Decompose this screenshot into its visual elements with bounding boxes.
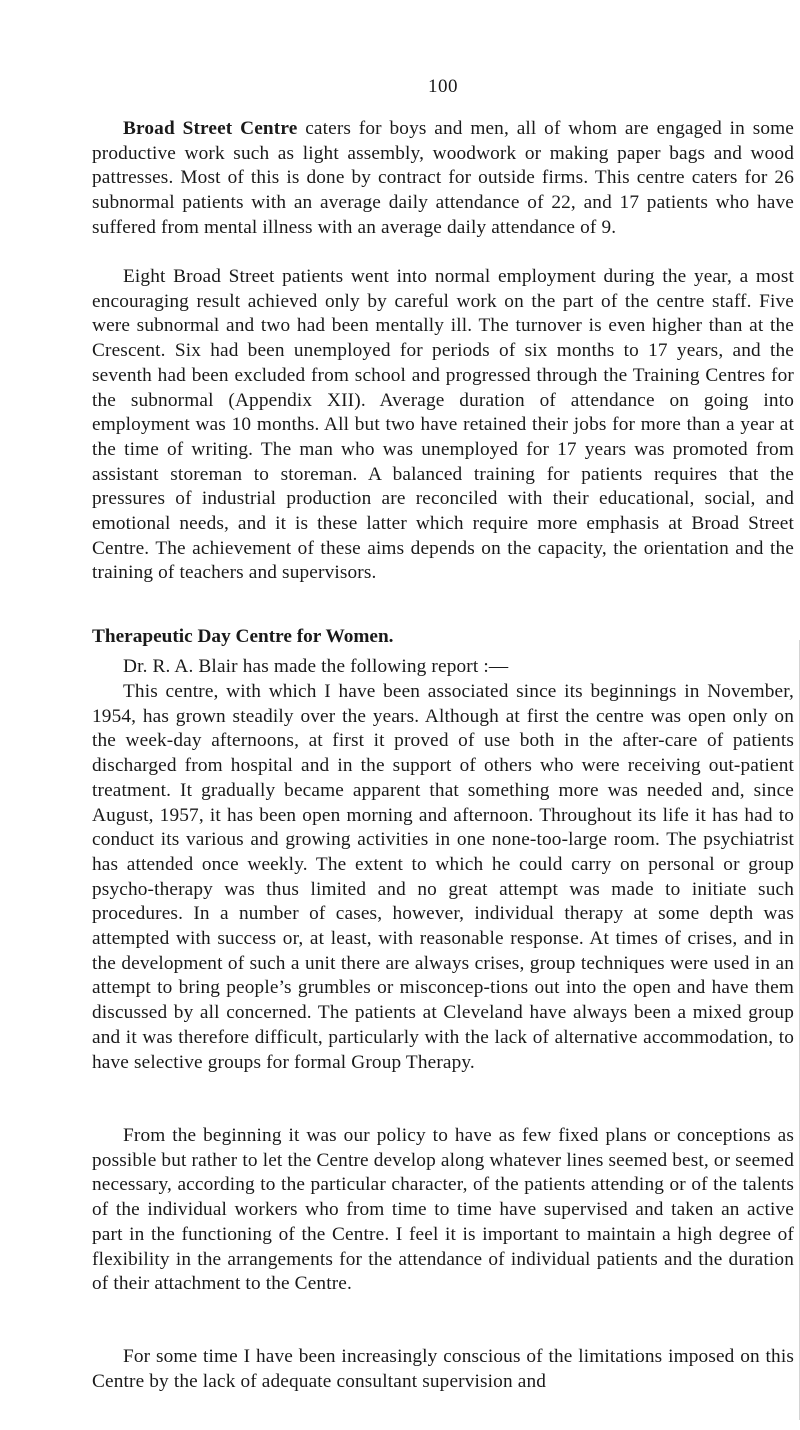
therapeutic-paragraph-3: For some time I have been increasingly conscious of the limitations imposed on this Centre by the lack of adequate consultant supervision and bbox=[92, 1346, 794, 1392]
therapeutic-paragraph-2: From the beginning it was our policy to have as few fixed plans or conceptions as possible but rather to let the Centre develop along whatever lines seemed best, or seemed necessary, according to the particular character, of the patients attending or of the talents of the individual workers who from time to time have supervised and taken an active part in the functioning of the Centre. I feel it is important to maintain a high degree of flexibility in the arrangements for the attendance of individual patients and the duration of their attachment to the Centre. bbox=[92, 1125, 794, 1295]
broad-street-heading: Broad Street Centre bbox=[123, 118, 298, 139]
therapeutic-heading: Therapeutic Day Centre for Women. bbox=[92, 626, 394, 647]
therapeutic-paragraph-1: This centre, with which I have been associated since its beginnings in November, 1954, has grown steadily over the years. Although at first the centre was open only on the week-day afternoons, at first it proved of use both in the after-care of patients discharged from hospital and in the support of others who were receiving out-patient treatment. It gradually became apparent that something more was needed and, since August, 1957, it has been open morning and afternoon. Throughout its life it has had to conduct its various and growing activities in one none-too-large room. The psychiatrist has attended once weekly. The extent to which he could carry on personal or group psycho-therapy was thus limited and no great attempt was made to initiate such procedures. In a number of cases, however, individual therapy at some depth was attempted with success or, at least, with reasonable response. At times of crises, and in the development of such a unit there are always crises, group techniques were used in an attempt to bring people’s grumbles or misconcep-tions out into the open and have them discussed by all concerned. The patients at Cleveland have always been a mixed group and it was therefore difficult, particularly with the lack of alternative accommodation, to have selective groups for formal Group Therapy. bbox=[92, 681, 794, 1073]
broad-street-paragraph-1-text: caters for boys and men, all of whom are engaged in some productive work such as light assembly, woodwork or making paper bags and wood pattresses. Most of this is done by contract for outside firms. This centre caters for 26 subnormal patients with an average daily attendance of 22, and 17 patients who have suffered from mental illness with an average daily attendance of 9. bbox=[92, 118, 794, 238]
page-number: 100 bbox=[428, 76, 458, 97]
therapeutic-intro: Dr. R. A. Blair has made the following report :— bbox=[123, 656, 509, 677]
broad-street-paragraph-2: Eight Broad Street patients went into normal employment during the year, a most encouraging result achieved only by careful work on the part of the centre staff. Five were subnormal and two had been mentally ill. The turnover is even higher than at the Crescent. Six had been unemployed for periods of six months to 17 years, and the seventh had been excluded from school and progressed through the Training Centres for the subnormal (Appendix XII). Average duration of attendance on going into employment was 10 months. All but two have retained their jobs for more than a year at the time of writing. The man who was unemployed for 17 years was promoted from assistant storeman to storeman. A balanced training for patients requires that the pressures of industrial production are reconciled with their educational, social, and emotional needs, and it is these latter which require more emphasis at Broad Street Centre. The achievement of these aims depends on the capacity, the orientation and the training of teachers and supervisors. bbox=[92, 266, 794, 584]
broad-street-paragraph-1 bbox=[92, 117, 794, 241]
page-edge-shadow bbox=[793, 640, 800, 1420]
